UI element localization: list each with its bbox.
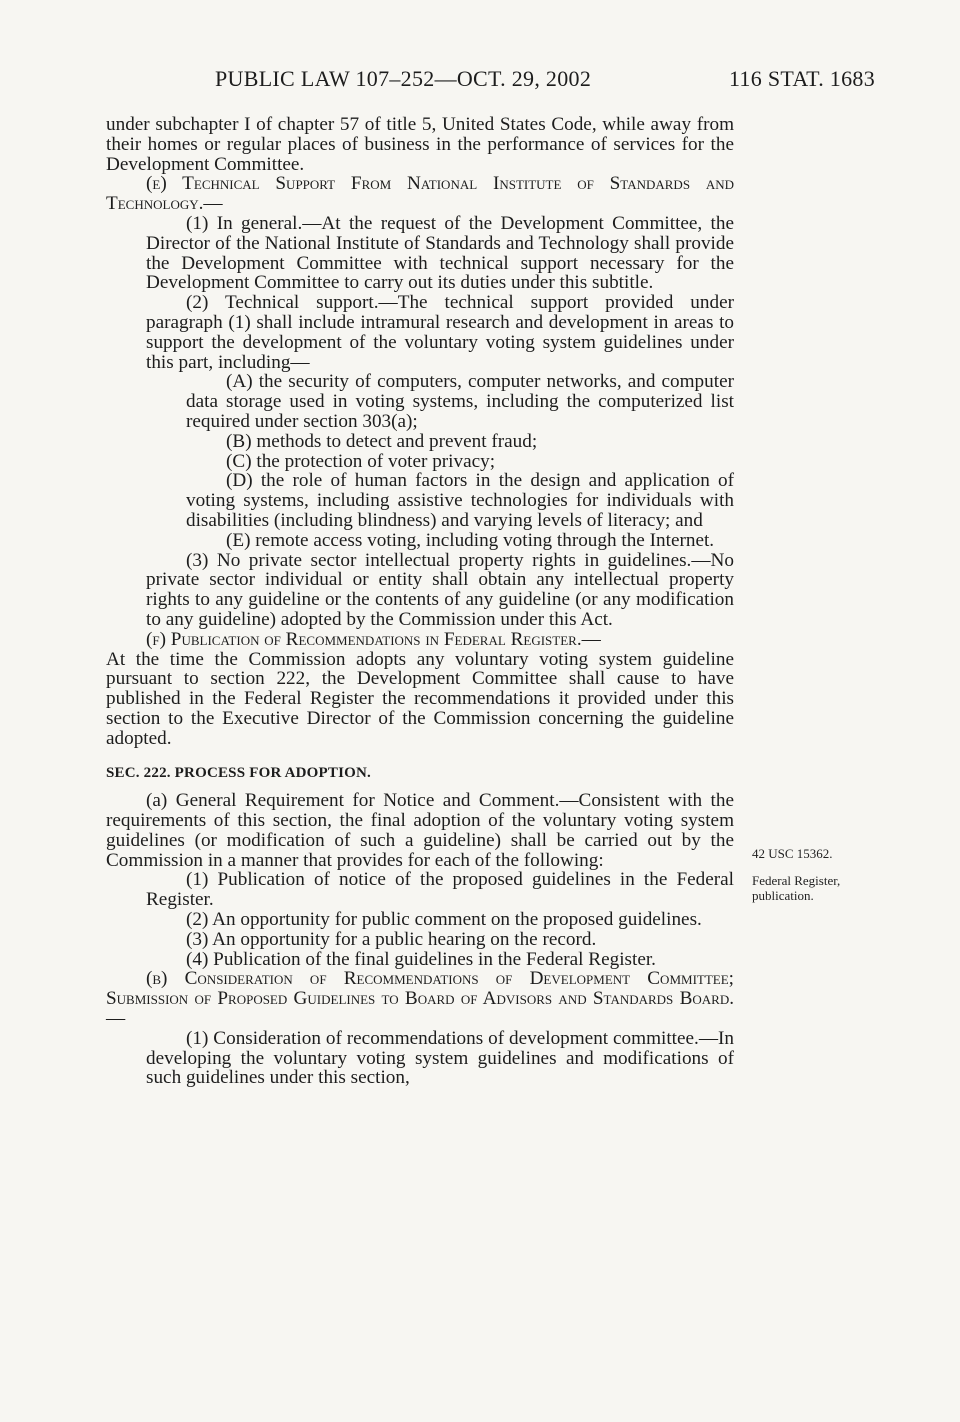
clause-E: (E) remote access voting, including voting through the Internet.	[226, 529, 715, 551]
paragraph-f: At the time the Commission adopts any voluntary voting system guideline pursuant to section 222, the Development Committee shall cause to have published in the Federal Register the recommendations it provided under this section to the Executive Director of the Commission concerning the guideline adopted.	[106, 648, 734, 749]
subsection-heading-f: (f) Publication of Recommendations in Federal Register.—	[146, 628, 601, 650]
margin-note-federal-register: Federal Register, publication.	[752, 873, 841, 903]
clause-A: (A) the security of computers, computer networks, and computer data storage used in voting systems, including the computerized list required under section 303(a);	[186, 371, 734, 432]
clause-D: (D) the role of human factors in the design and application of voting systems, including assistive technologies for individuals with disabilities (including blindness) and varying levels of literacy; and	[186, 470, 734, 531]
law-title: PUBLIC LAW 107–252—OCT. 29, 2002	[215, 66, 592, 91]
item-a1: (1) Publication of notice of the proposed guidelines in the Federal Register.	[146, 869, 734, 911]
section-heading: SEC. 222. PROCESS FOR ADOPTION.	[106, 764, 371, 781]
document-body	[106, 115, 734, 1088]
subsection-heading-b: (b) Consideration of Recommendations of Development Committee; Submission of Proposed Guidelines to Board of Advisors and Standards Board.—	[106, 968, 734, 1030]
paragraph-e2: (2) Technical support.—The technical support provided under paragraph (1) shall include intramural research and development in areas to support the development of the voluntary voting system guidelines under this part, including—	[146, 292, 734, 373]
paragraph-e3: (3) No private sector intellectual property rights in guidelines.—No private sector individual or entity shall obtain any intellectual property rights to any guideline or the contents of any guideline (or any modification to any guideline) adopted by the Commission under this Act.	[146, 549, 734, 630]
page-header	[215, 66, 875, 96]
statute-page-number: 116 STAT. 1683	[728, 66, 875, 91]
margin-note-usc: 42 USC 15362.	[752, 846, 833, 861]
item-a2: (2) An opportunity for public comment on the proposed guidelines.	[186, 909, 702, 931]
subsection-heading-e: (e) Technical Support From National Institute of Standards and Technology.—	[106, 173, 734, 215]
item-a3: (3) An opportunity for a public hearing on the record.	[186, 928, 597, 950]
paragraph: under subchapter I of chapter 57 of title 5, United States Code, while away from their homes or regular places of business in the performance of services for the Development Committee.	[106, 114, 734, 175]
paragraph-e1: (1) In general.—At the request of the Development Committee, the Director of the National Institute of Standards and Technology shall provide the Development Committee with technical support necessary for the Development Committee to carry out its duties under this subtitle.	[146, 212, 734, 294]
subsection-a: (a) General Requirement for Notice and Comment.—Consistent with the requirements of this section, the final adoption of the voluntary voting system guidelines (or modification of such a guideline) shall be carried out by the Commission in a manner that provides for each of the following:	[106, 790, 734, 871]
clause-C: (C) the protection of voter privacy;	[226, 450, 496, 472]
clause-B: (B) methods to detect and prevent fraud;	[226, 430, 538, 452]
paragraph-b1: (1) Consideration of recommendations of development committee.—In developing the voluntary voting system guidelines and modifications of such guidelines under this section,	[146, 1027, 734, 1089]
item-a4: (4) Publication of the final guidelines in the Federal Register.	[186, 948, 656, 970]
